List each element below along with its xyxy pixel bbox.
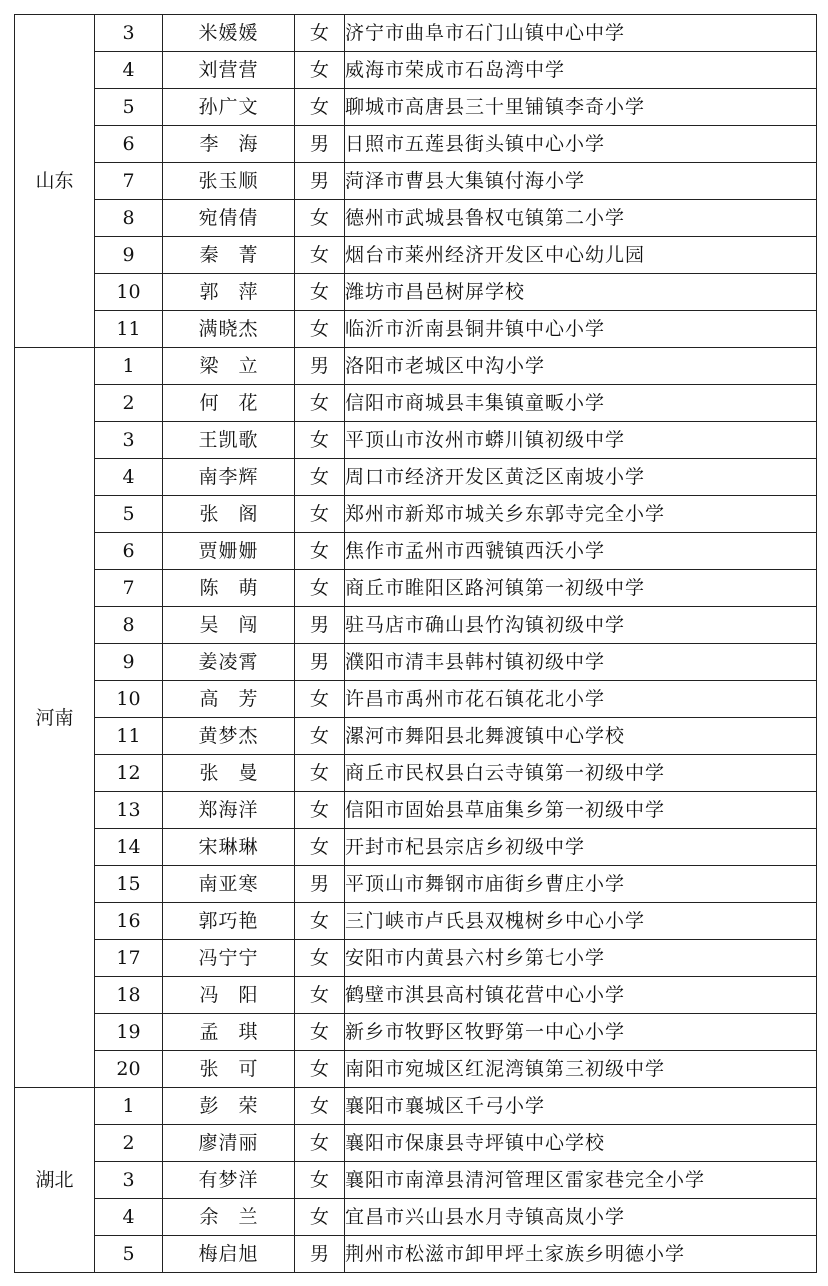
table-row xyxy=(15,459,817,496)
name-cell: 南李辉 xyxy=(163,459,295,496)
school-cell: 潍坊市昌邑树屏学校 xyxy=(345,274,817,311)
table-row xyxy=(15,496,817,533)
province-cell: 湖北 xyxy=(15,1088,95,1273)
gender-cell: 男 xyxy=(295,644,345,681)
school-cell: 漯河市舞阳县北舞渡镇中心学校 xyxy=(345,718,817,755)
school-cell: 平顶山市汝州市蟒川镇初级中学 xyxy=(345,422,817,459)
name-cell: 孟琪 xyxy=(163,1014,295,1051)
table-row xyxy=(15,1051,817,1088)
name-cell: 彭荣 xyxy=(163,1088,295,1125)
school-cell: 商丘市民权县白云寺镇第一初级中学 xyxy=(345,755,817,792)
gender-cell: 男 xyxy=(295,163,345,200)
row-number-cell: 7 xyxy=(95,570,163,607)
table-row xyxy=(15,866,817,903)
row-number-cell: 11 xyxy=(95,718,163,755)
school-cell: 临沂市沂南县铜井镇中心小学 xyxy=(345,311,817,348)
table-row xyxy=(15,1125,817,1162)
school-cell: 襄阳市襄城区千弓小学 xyxy=(345,1088,817,1125)
table-row xyxy=(15,52,817,89)
table-row xyxy=(15,126,817,163)
table-row xyxy=(15,274,817,311)
row-number-cell: 8 xyxy=(95,607,163,644)
school-cell: 平顶山市舞钢市庙街乡曹庄小学 xyxy=(345,866,817,903)
school-cell: 驻马店市确山县竹沟镇初级中学 xyxy=(345,607,817,644)
school-cell: 烟台市莱州经济开发区中心幼儿园 xyxy=(345,237,817,274)
name-cell: 贾姗姗 xyxy=(163,533,295,570)
name-cell: 陈萌 xyxy=(163,570,295,607)
gender-cell: 女 xyxy=(295,570,345,607)
gender-cell: 女 xyxy=(295,718,345,755)
gender-cell: 女 xyxy=(295,200,345,237)
gender-cell: 男 xyxy=(295,126,345,163)
gender-cell: 女 xyxy=(295,1162,345,1199)
table-row xyxy=(15,15,817,52)
gender-cell: 女 xyxy=(295,1014,345,1051)
table-row xyxy=(15,681,817,718)
row-number-cell: 17 xyxy=(95,940,163,977)
table-row xyxy=(15,348,817,385)
gender-cell: 男 xyxy=(295,866,345,903)
row-number-cell: 16 xyxy=(95,903,163,940)
name-cell: 满晓杰 xyxy=(163,311,295,348)
gender-cell: 男 xyxy=(295,348,345,385)
name-cell: 廖清丽 xyxy=(163,1125,295,1162)
table-row xyxy=(15,422,817,459)
row-number-cell: 4 xyxy=(95,459,163,496)
gender-cell: 女 xyxy=(295,755,345,792)
row-number-cell: 1 xyxy=(95,348,163,385)
row-number-cell: 4 xyxy=(95,1199,163,1236)
row-number-cell: 4 xyxy=(95,52,163,89)
school-cell: 焦作市孟州市西虢镇西沃小学 xyxy=(345,533,817,570)
gender-cell: 女 xyxy=(295,422,345,459)
name-cell: 余兰 xyxy=(163,1199,295,1236)
table-row xyxy=(15,792,817,829)
row-number-cell: 3 xyxy=(95,1162,163,1199)
gender-cell: 女 xyxy=(295,496,345,533)
gender-cell: 女 xyxy=(295,52,345,89)
name-cell: 宛倩倩 xyxy=(163,200,295,237)
school-cell: 开封市杞县宗店乡初级中学 xyxy=(345,829,817,866)
row-number-cell: 1 xyxy=(95,1088,163,1125)
row-number-cell: 6 xyxy=(95,533,163,570)
table-row xyxy=(15,89,817,126)
row-number-cell: 6 xyxy=(95,126,163,163)
gender-cell: 女 xyxy=(295,940,345,977)
name-cell: 黄梦杰 xyxy=(163,718,295,755)
school-cell: 济宁市曲阜市石门山镇中心中学 xyxy=(345,15,817,52)
school-cell: 襄阳市南漳县清河管理区雷家巷完全小学 xyxy=(345,1162,817,1199)
row-number-cell: 12 xyxy=(95,755,163,792)
name-cell: 张曼 xyxy=(163,755,295,792)
row-number-cell: 5 xyxy=(95,496,163,533)
gender-cell: 女 xyxy=(295,311,345,348)
table-row xyxy=(15,200,817,237)
name-cell: 张可 xyxy=(163,1051,295,1088)
school-cell: 三门峡市卢氏县双槐树乡中心小学 xyxy=(345,903,817,940)
row-number-cell: 9 xyxy=(95,644,163,681)
roster-table xyxy=(14,14,817,1273)
name-cell: 冯阳 xyxy=(163,977,295,1014)
name-cell: 冯宁宁 xyxy=(163,940,295,977)
gender-cell: 女 xyxy=(295,1125,345,1162)
name-cell: 南亚寒 xyxy=(163,866,295,903)
name-cell: 姜凌霄 xyxy=(163,644,295,681)
row-number-cell: 5 xyxy=(95,89,163,126)
name-cell: 王凯歌 xyxy=(163,422,295,459)
table-row xyxy=(15,1236,817,1273)
school-cell: 郑州市新郑市城关乡东郭寺完全小学 xyxy=(345,496,817,533)
gender-cell: 女 xyxy=(295,89,345,126)
name-cell: 秦菁 xyxy=(163,237,295,274)
school-cell: 洛阳市老城区中沟小学 xyxy=(345,348,817,385)
table-row xyxy=(15,718,817,755)
row-number-cell: 15 xyxy=(95,866,163,903)
gender-cell: 女 xyxy=(295,385,345,422)
table-row xyxy=(15,163,817,200)
name-cell: 何花 xyxy=(163,385,295,422)
row-number-cell: 18 xyxy=(95,977,163,1014)
table-row xyxy=(15,311,817,348)
table-row xyxy=(15,940,817,977)
name-cell: 梅启旭 xyxy=(163,1236,295,1273)
table-row xyxy=(15,644,817,681)
row-number-cell: 13 xyxy=(95,792,163,829)
school-cell: 德州市武城县鲁权屯镇第二小学 xyxy=(345,200,817,237)
name-cell: 宋琳琳 xyxy=(163,829,295,866)
row-number-cell: 5 xyxy=(95,1236,163,1273)
row-number-cell: 7 xyxy=(95,163,163,200)
gender-cell: 女 xyxy=(295,459,345,496)
row-number-cell: 14 xyxy=(95,829,163,866)
gender-cell: 男 xyxy=(295,1236,345,1273)
table-row xyxy=(15,385,817,422)
school-cell: 襄阳市保康县寺坪镇中心学校 xyxy=(345,1125,817,1162)
gender-cell: 女 xyxy=(295,792,345,829)
table-row xyxy=(15,1088,817,1125)
table-row xyxy=(15,977,817,1014)
province-cell: 山东 xyxy=(15,15,95,348)
row-number-cell: 8 xyxy=(95,200,163,237)
school-cell: 鹤壁市淇县高村镇花营中心小学 xyxy=(345,977,817,1014)
table-row xyxy=(15,903,817,940)
name-cell: 郭萍 xyxy=(163,274,295,311)
table-row xyxy=(15,607,817,644)
school-cell: 南阳市宛城区红泥湾镇第三初级中学 xyxy=(345,1051,817,1088)
name-cell: 郭巧艳 xyxy=(163,903,295,940)
roster-table-body xyxy=(15,15,817,1273)
row-number-cell: 11 xyxy=(95,311,163,348)
gender-cell: 女 xyxy=(295,15,345,52)
table-row xyxy=(15,1199,817,1236)
school-cell: 商丘市睢阳区路河镇第一初级中学 xyxy=(345,570,817,607)
table-row xyxy=(15,1162,817,1199)
name-cell: 梁立 xyxy=(163,348,295,385)
school-cell: 周口市经济开发区黄泛区南坡小学 xyxy=(345,459,817,496)
province-cell: 河南 xyxy=(15,348,95,1088)
gender-cell: 女 xyxy=(295,1088,345,1125)
gender-cell: 男 xyxy=(295,607,345,644)
school-cell: 信阳市固始县草庙集乡第一初级中学 xyxy=(345,792,817,829)
table-row xyxy=(15,570,817,607)
name-cell: 郑海洋 xyxy=(163,792,295,829)
row-number-cell: 10 xyxy=(95,681,163,718)
school-cell: 濮阳市清丰县韩村镇初级中学 xyxy=(345,644,817,681)
gender-cell: 女 xyxy=(295,903,345,940)
gender-cell: 女 xyxy=(295,274,345,311)
row-number-cell: 2 xyxy=(95,385,163,422)
gender-cell: 女 xyxy=(295,829,345,866)
school-cell: 安阳市内黄县六村乡第七小学 xyxy=(345,940,817,977)
gender-cell: 女 xyxy=(295,977,345,1014)
gender-cell: 女 xyxy=(295,1051,345,1088)
name-cell: 高芳 xyxy=(163,681,295,718)
school-cell: 威海市荣成市石岛湾中学 xyxy=(345,52,817,89)
name-cell: 李海 xyxy=(163,126,295,163)
row-number-cell: 2 xyxy=(95,1125,163,1162)
school-cell: 许昌市禹州市花石镇花北小学 xyxy=(345,681,817,718)
name-cell: 张玉顺 xyxy=(163,163,295,200)
table-row xyxy=(15,1014,817,1051)
school-cell: 聊城市高唐县三十里铺镇李奇小学 xyxy=(345,89,817,126)
table-row xyxy=(15,533,817,570)
gender-cell: 女 xyxy=(295,237,345,274)
school-cell: 荆州市松滋市卸甲坪土家族乡明德小学 xyxy=(345,1236,817,1273)
row-number-cell: 19 xyxy=(95,1014,163,1051)
name-cell: 有梦洋 xyxy=(163,1162,295,1199)
school-cell: 宜昌市兴山县水月寺镇高岚小学 xyxy=(345,1199,817,1236)
table-row xyxy=(15,237,817,274)
row-number-cell: 20 xyxy=(95,1051,163,1088)
document-page xyxy=(14,14,817,1273)
table-row xyxy=(15,755,817,792)
school-cell: 菏泽市曹县大集镇付海小学 xyxy=(345,163,817,200)
name-cell: 刘营营 xyxy=(163,52,295,89)
school-cell: 信阳市商城县丰集镇童畈小学 xyxy=(345,385,817,422)
row-number-cell: 9 xyxy=(95,237,163,274)
table-row xyxy=(15,829,817,866)
school-cell: 日照市五莲县街头镇中心小学 xyxy=(345,126,817,163)
name-cell: 孙广文 xyxy=(163,89,295,126)
name-cell: 吴闯 xyxy=(163,607,295,644)
gender-cell: 女 xyxy=(295,681,345,718)
name-cell: 米媛媛 xyxy=(163,15,295,52)
school-cell: 新乡市牧野区牧野第一中心小学 xyxy=(345,1014,817,1051)
gender-cell: 女 xyxy=(295,533,345,570)
row-number-cell: 3 xyxy=(95,422,163,459)
row-number-cell: 10 xyxy=(95,274,163,311)
name-cell: 张阁 xyxy=(163,496,295,533)
gender-cell: 女 xyxy=(295,1199,345,1236)
row-number-cell: 3 xyxy=(95,15,163,52)
